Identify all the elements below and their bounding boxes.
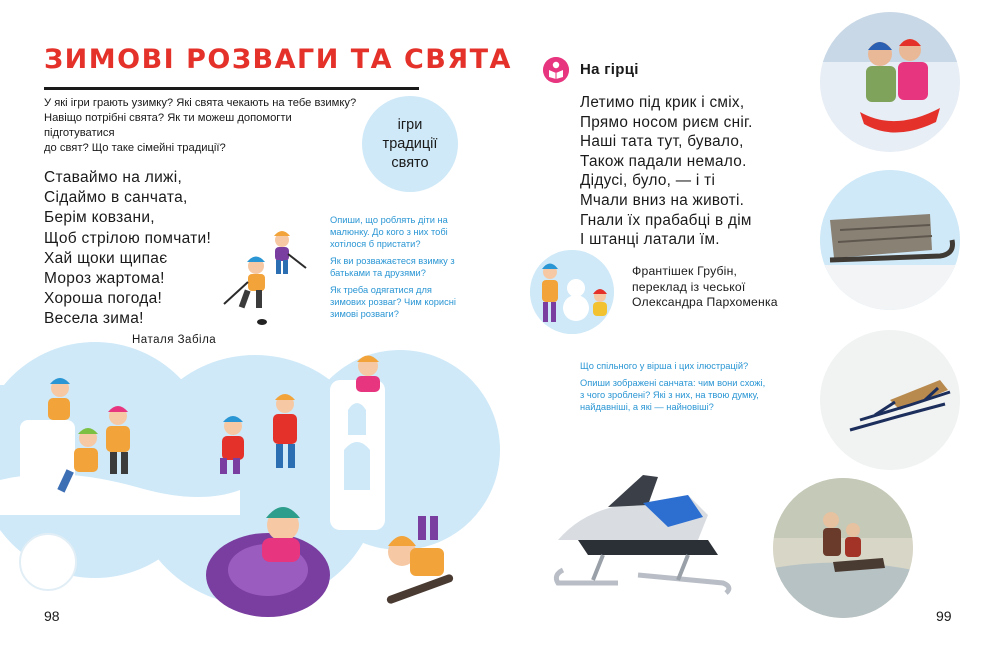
reader-icon: [543, 57, 569, 83]
metal-sled-photo: [820, 330, 960, 470]
question: Що спільного у вірша і цих ілюстрацій?: [580, 361, 749, 371]
poem-line: Берім ковзани,: [44, 209, 155, 227]
poem-line: Хороша погода!: [44, 290, 163, 308]
poem-line: Прямо носом риєм сніг.: [580, 113, 753, 131]
author-line: переклад із чеської: [632, 279, 746, 294]
question: Як треба одягатися для зимових розваг? Чим корисні зимові розваги?: [330, 285, 456, 319]
intro-line: У які ігри грають узимку? Які свята чекають на тебе взимку?: [44, 97, 357, 109]
poem-line: Також падали немало.: [580, 152, 747, 170]
keywords-bubble: [362, 96, 458, 192]
intro-line: Навіщо потрібні свята? Як ти можеш допомогти підготуватися: [44, 112, 292, 139]
page-title: ЗИМОВІ РОЗВАГИ ТА СВЯТА: [44, 44, 512, 75]
poem-line: Щоб стрілою помчати!: [44, 229, 212, 247]
poem-title: На гірці: [580, 61, 639, 78]
winter-scene-illustration: [0, 340, 500, 650]
poem-line: І штанці латали їм.: [580, 231, 720, 249]
question: Як ви розважаєтеся взимку з батьками та друзями?: [330, 256, 455, 278]
poem-line: Гнали їх прабабці в дім: [580, 211, 752, 229]
poem-line: Дідусі, було, — і ті: [580, 172, 716, 190]
poem-line: Мчали вниз на животі.: [580, 191, 745, 209]
poem-right: [580, 93, 753, 250]
poem-left: [44, 168, 211, 330]
keyword: ігри: [397, 116, 423, 133]
questions-right: [580, 360, 770, 418]
hockey-kids-illustration: [218, 218, 318, 333]
questions-left: [330, 214, 470, 325]
page-number: 99: [936, 608, 952, 624]
poem-author-translator: [632, 264, 778, 311]
snowmobile-photo: [548, 455, 748, 605]
author-line: Олександра Пархоменка: [632, 295, 778, 309]
author-line: Франтішек Грубін,: [632, 264, 738, 278]
page-number: 98: [44, 608, 60, 624]
question: Опиши, що роблять діти на малюнку. До кого з них тобі хотілося б пристати?: [330, 215, 448, 249]
intro-questions: [44, 96, 364, 156]
snowman-kids-illustration: [530, 250, 614, 334]
poem-author: Наталя Забіла: [132, 334, 217, 346]
poem-line: Мороз жартома!: [44, 270, 165, 288]
kids-on-sled-photo: [820, 12, 960, 152]
poem-line: Сідаймо в санчата,: [44, 189, 188, 207]
poem-line: Наші тата тут, бувало,: [580, 133, 744, 151]
question: Опиши зображені санчата: чим вони схожі, з чого зроблені? Які з них, на твою думку, найдавніші, а які — найновіші?: [580, 378, 766, 412]
poem-line: Весела зима!: [44, 310, 144, 328]
title-underline: [44, 87, 419, 90]
intro-line: до свят? Що таке сімейні традиції?: [44, 142, 226, 154]
keyword: традиції: [382, 135, 438, 152]
poem-line: Ставаймо на лижі,: [44, 169, 183, 186]
poem-line: Летимо під крик і сміх,: [580, 94, 745, 111]
keyword: свято: [391, 154, 429, 171]
poem-line: Хай щоки щипає: [44, 249, 168, 267]
wooden-sled-photo: [820, 170, 960, 310]
vintage-skating-photo: [773, 478, 913, 618]
